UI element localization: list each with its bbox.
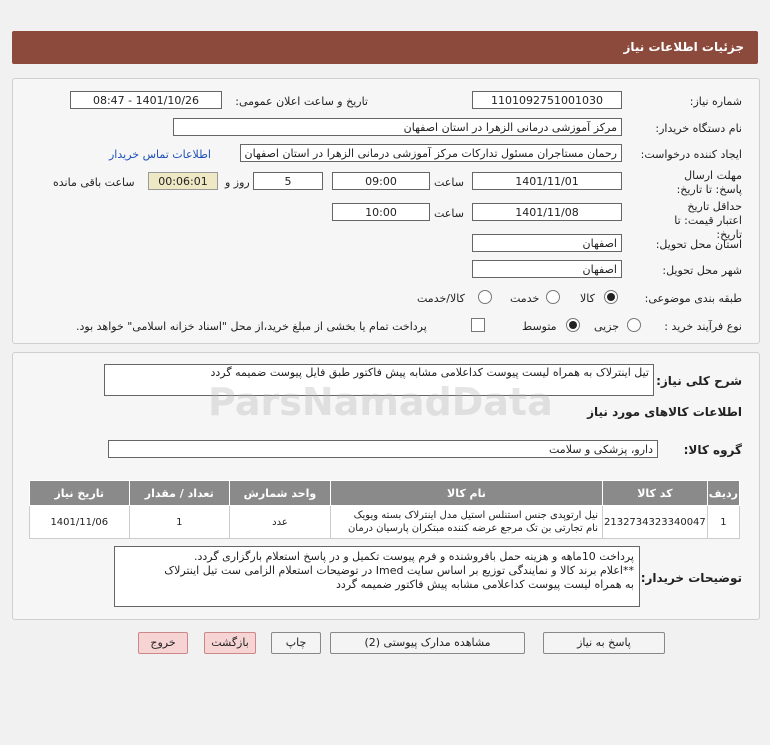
creator-field: رحمان مستاجران مسئول تدارکات مرکز آموزشی درمانی الزهرا در استان اصفهان: [240, 144, 622, 162]
back-button[interactable]: بازگشت: [204, 632, 256, 654]
view-attachments-button[interactable]: مشاهده مدارک پیوستی (2): [330, 632, 525, 654]
cell-name-line2: نام تجارتی بن تک مرجع عرضه کننده مبتکران پارسیان درمان: [347, 523, 598, 534]
need-number-field: 1101092751001030: [472, 91, 622, 109]
province-field: اصفهان: [472, 234, 622, 252]
deadline-date-field: 1401/11/01: [472, 172, 622, 190]
col-row: ردیف: [707, 481, 739, 506]
process-medium-label: متوسط: [522, 320, 557, 333]
remaining-time-field: 00:06:01: [148, 172, 218, 190]
col-unit: واحد شمارش: [229, 481, 330, 506]
cell-qty: 1: [129, 506, 229, 539]
creator-label: ایجاد کننده درخواست:: [640, 148, 742, 161]
page-title: جزئیات اطلاعات نیاز: [623, 40, 744, 54]
category-goods-service-radio[interactable]: [478, 290, 492, 304]
announce-label: تاریخ و ساعت اعلان عمومی:: [235, 95, 368, 108]
col-name: نام کالا: [330, 481, 602, 506]
category-service-label: خدمت: [510, 292, 540, 305]
description-label: شرح کلی نیاز:: [656, 374, 742, 388]
treasury-payment-checkbox[interactable]: [471, 318, 485, 332]
deadline-label-text: مهلت ارسال پاسخ: تا تاریخ:: [676, 169, 742, 196]
buyer-notes-field: [114, 546, 640, 607]
need-number-label: شماره نیاز:: [689, 95, 742, 108]
category-goods-service-label: کالا/خدمت: [417, 292, 465, 305]
category-goods-radio[interactable]: [604, 290, 618, 304]
validity-time-field: 10:00: [332, 203, 430, 221]
cell-name: [330, 506, 602, 539]
remaining-label: ساعت باقی مانده: [53, 176, 135, 189]
page-header: [12, 31, 758, 64]
buyer-notes-line-3: به همراه لیست پیوست کداعلامی مشابه پیش فاکتور ضمیمه گردد: [335, 578, 634, 591]
city-label: شهر محل تحویل:: [662, 264, 742, 277]
cell-row: 1: [707, 506, 739, 539]
print-button[interactable]: چاپ: [271, 632, 321, 654]
days-field: 5: [253, 172, 323, 190]
deadline-time-field: 09:00: [332, 172, 430, 190]
buyer-org-field: مرکز آموزشی درمانی الزهرا در استان اصفهان: [173, 118, 622, 136]
exit-button[interactable]: خروج: [138, 632, 188, 654]
cell-unit: عدد: [229, 506, 330, 539]
col-qty: تعداد / مقدار: [129, 481, 229, 506]
cell-name-line1: نیل ارتوپدی جنس استنلس استیل مدل اینترلاک بسته ویویک: [353, 510, 598, 521]
validity-date-field: 1401/11/08: [472, 203, 622, 221]
process-minor-label: جزیی: [594, 320, 620, 333]
watermark-brand: ParsNamadData: [208, 380, 553, 424]
validity-time-label: ساعت: [434, 207, 464, 220]
treasury-payment-note: پرداخت تمام یا بخشی از مبلغ خرید،از محل "اسناد خزانه اسلامی" خواهد بود.: [76, 320, 427, 333]
description-field: تیل اینترلاک به همراه لیست پیوست کداعلامی مشابه پیش فاکتور طبق فایل پیوست ضمیمه گردد: [104, 364, 654, 396]
items-table-header: [30, 481, 740, 506]
table-row: [30, 506, 740, 539]
buyer-org-label: نام دستگاه خریدار:: [655, 122, 742, 135]
validity-label: [662, 200, 742, 242]
category-goods-label: کالا: [580, 292, 595, 305]
province-label: استان محل تحویل:: [655, 238, 742, 251]
buyer-contact-link[interactable]: اطلاعات تماس خریدار: [109, 148, 211, 161]
col-code: کد کالا: [602, 481, 707, 506]
buyer-notes-line-1: پرداخت 10ماهه و هزینه حمل بافروشنده و فرم پیوست تکمیل و در پاسخ استعلام بارگزاری گردد.: [194, 550, 634, 563]
deadline-time-label: ساعت: [434, 176, 464, 189]
category-label: طبقه بندی موضوعی:: [644, 292, 742, 305]
deadline-label: [662, 169, 742, 197]
goods-group-label: گروه کالا:: [683, 443, 742, 457]
col-date: تاریخ نیاز: [30, 481, 130, 506]
days-label: روز و: [225, 176, 250, 189]
buyer-notes-label: توضیحات خریدار:: [640, 571, 742, 585]
announce-field: 1401/10/26 - 08:47: [70, 91, 222, 109]
items-table: [29, 480, 740, 539]
goods-section-title: اطلاعات کالاهای مورد نیاز: [587, 405, 742, 419]
buyer-notes-line-2: **اعلام برند کالا و نمایندگی توزیع بر اساس سایت Imed در توضیحات استعلام الزامی ست تیل اینترلاک: [164, 564, 634, 577]
goods-group-field: دارو، پزشکی و سلامت: [108, 440, 658, 458]
validity-label-text: حداقل تاریخ اعتبار قیمت: تا تاریخ:: [674, 200, 742, 241]
reply-button[interactable]: پاسخ به نیاز: [543, 632, 665, 654]
process-label: نوع فرآیند خرید :: [664, 320, 742, 333]
city-field: اصفهان: [472, 260, 622, 278]
cell-code: 2132734323340047: [602, 506, 707, 539]
cell-date: 1401/11/06: [30, 506, 130, 539]
process-medium-radio[interactable]: [566, 318, 580, 332]
category-service-radio[interactable]: [546, 290, 560, 304]
process-minor-radio[interactable]: [627, 318, 641, 332]
